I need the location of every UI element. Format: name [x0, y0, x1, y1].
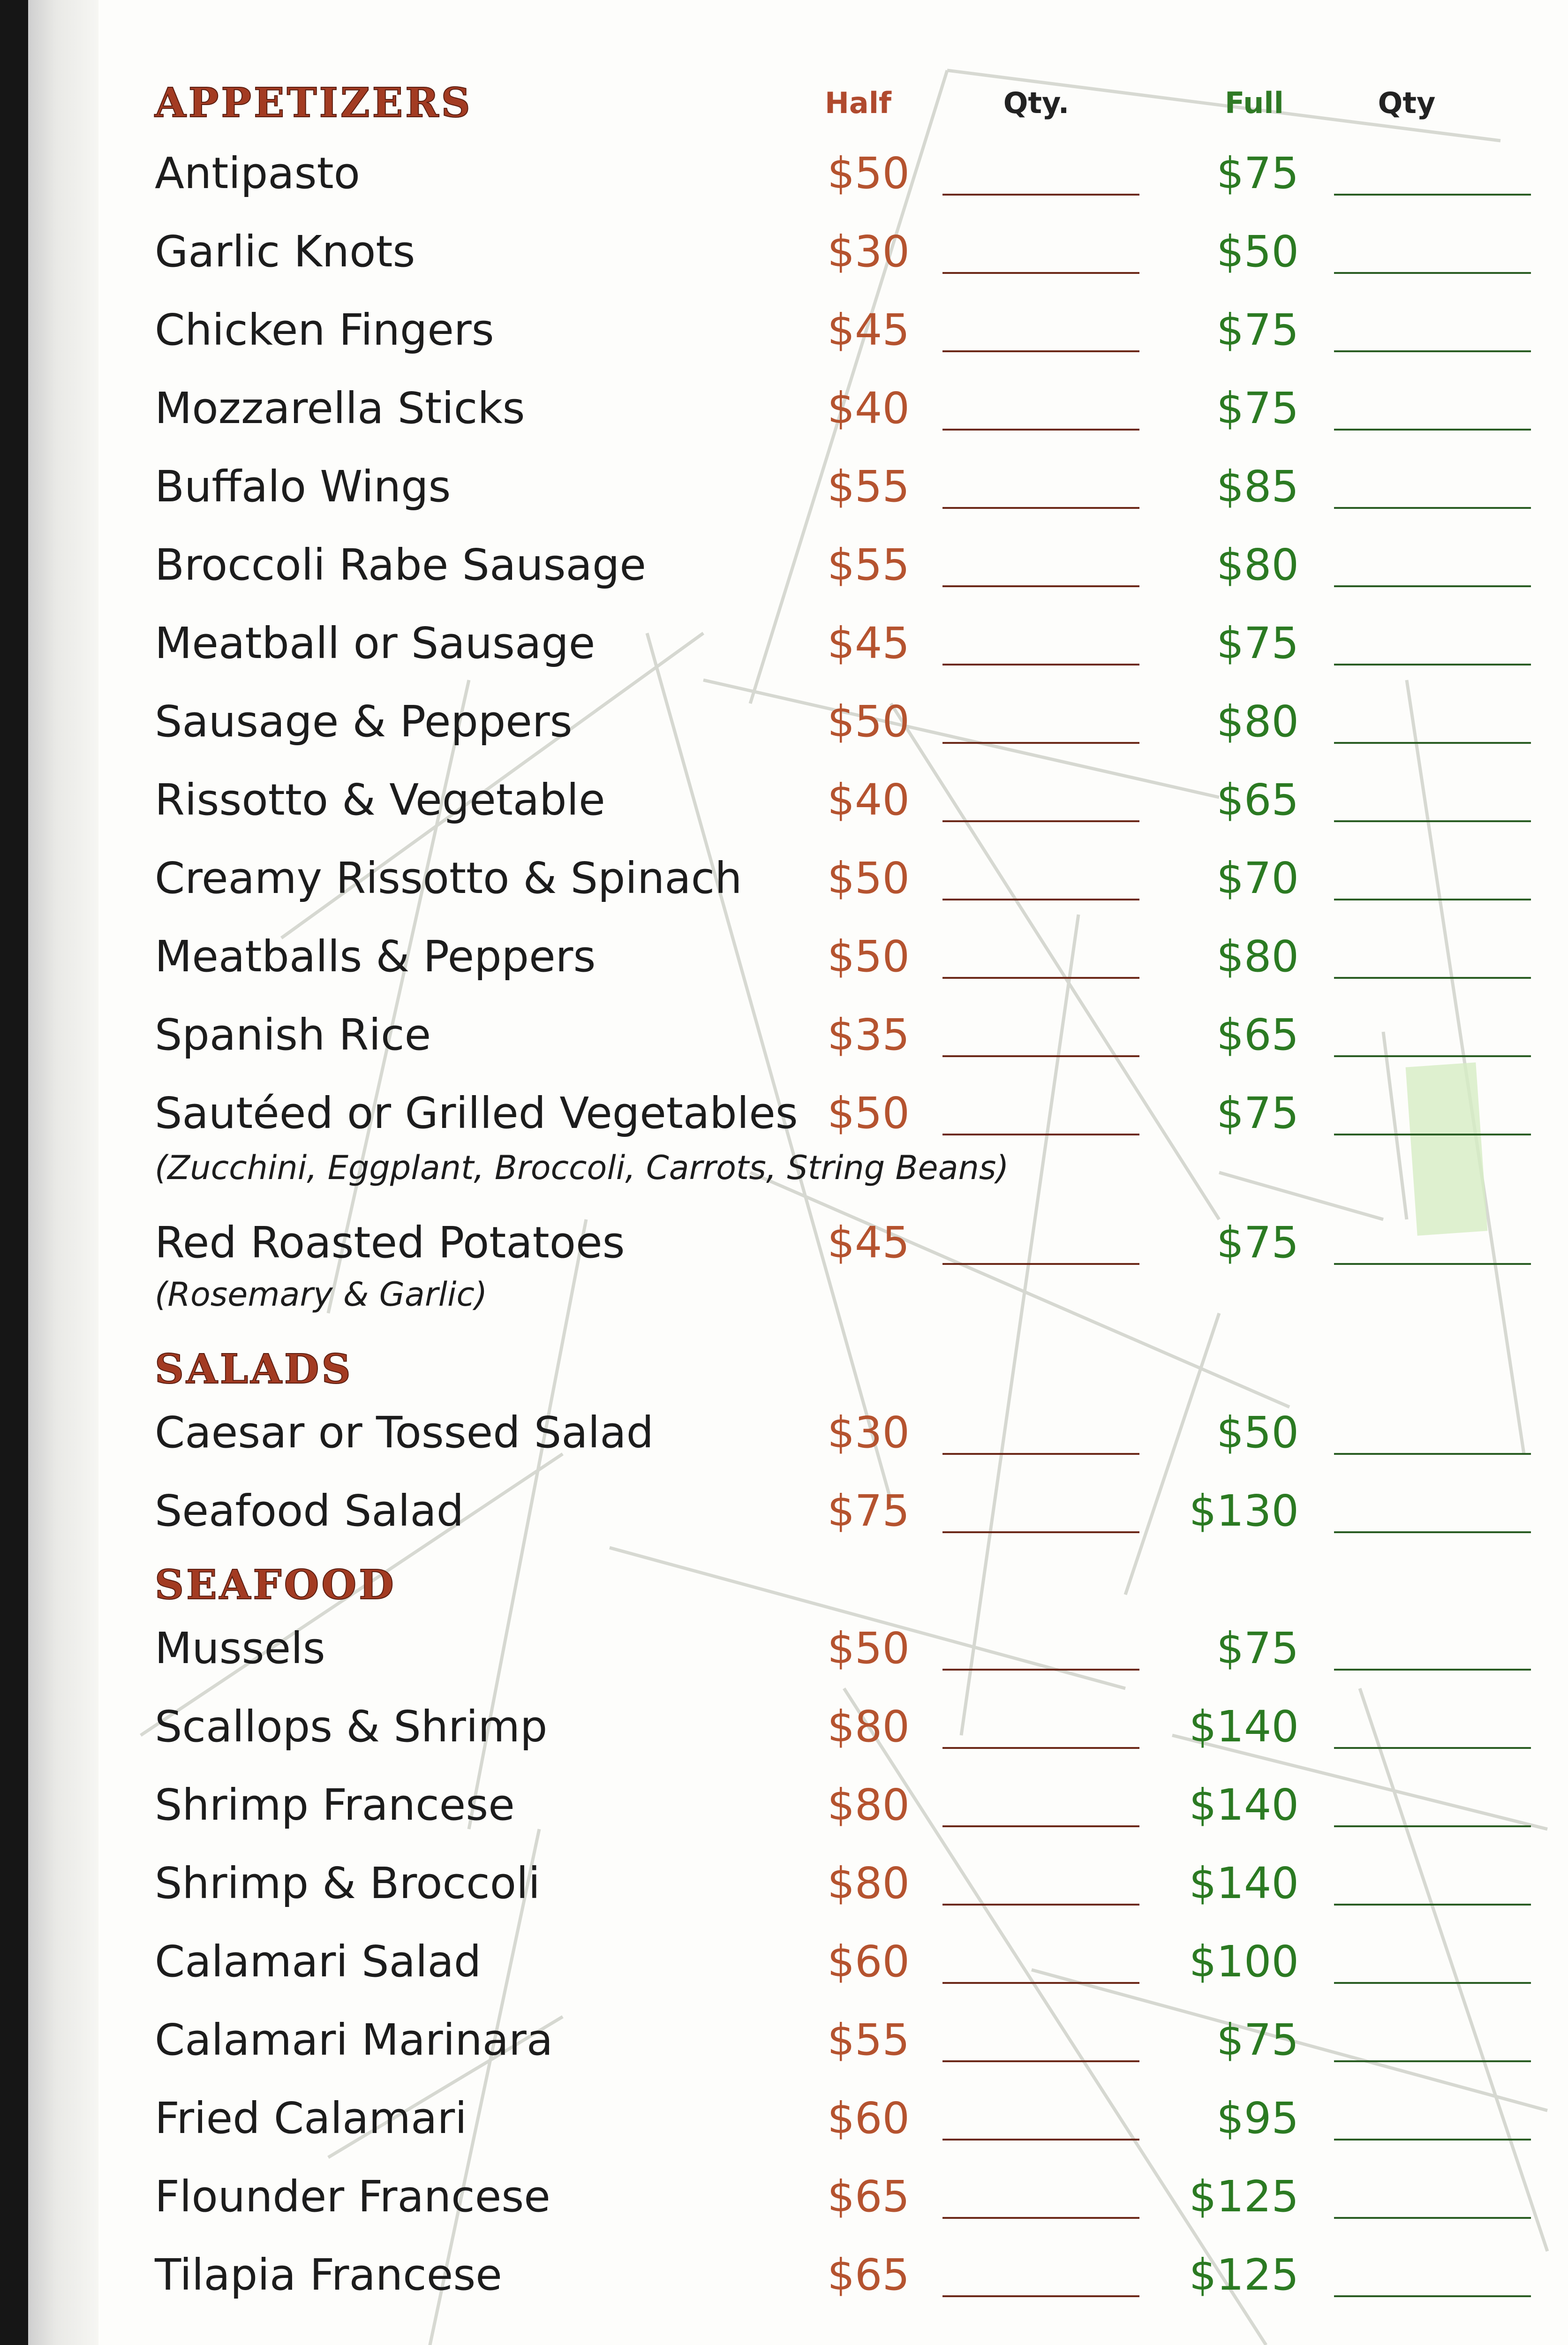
- half-price: $60: [827, 1937, 910, 1987]
- full-price: $130: [1189, 1486, 1299, 1536]
- half-price: $35: [827, 1010, 910, 1060]
- item-name: Fried Calamari: [155, 2093, 467, 2143]
- qty-half-line[interactable]: [942, 1982, 1139, 1984]
- half-price: $40: [827, 775, 910, 825]
- qty-full-line[interactable]: [1334, 1825, 1531, 1827]
- menu-row: [0, 138, 1568, 209]
- full-price: $80: [1216, 696, 1299, 747]
- qty-full-line[interactable]: [1334, 272, 1531, 274]
- half-price: $30: [827, 1407, 910, 1458]
- menu-row: [0, 765, 1568, 835]
- menu-row: [0, 1078, 1568, 1149]
- section-title-appetizers: APPETIZERS: [155, 79, 473, 127]
- full-price: $80: [1216, 931, 1299, 982]
- qty-half-line[interactable]: [942, 742, 1139, 744]
- qty-half-line[interactable]: [942, 1904, 1139, 1906]
- column-header-half: Half: [825, 86, 891, 120]
- half-price: $65: [827, 2171, 910, 2222]
- qty-half-line[interactable]: [942, 350, 1139, 352]
- item-name: Rissotto & Vegetable: [155, 775, 605, 825]
- menu-row: [0, 608, 1568, 679]
- section-header-seafood: [0, 1557, 1568, 1613]
- half-price: $30: [827, 227, 910, 277]
- full-price: $80: [1216, 540, 1299, 590]
- full-price: $95: [1216, 2093, 1299, 2143]
- qty-full-line[interactable]: [1334, 585, 1531, 587]
- menu-row: [0, 2005, 1568, 2075]
- menu-row: [0, 1000, 1568, 1070]
- qty-half-line[interactable]: [942, 1055, 1139, 1057]
- column-header-full: Full: [1225, 86, 1284, 120]
- qty-full-line[interactable]: [1334, 1263, 1531, 1265]
- qty-half-line[interactable]: [942, 664, 1139, 666]
- item-name: Meatball or Sausage: [155, 618, 596, 668]
- full-price: $50: [1216, 227, 1299, 277]
- half-price: $45: [827, 618, 910, 668]
- full-price: $50: [1216, 1407, 1299, 1458]
- item-name: Chicken Fingers: [155, 305, 494, 355]
- column-header-qty-half: Qty.: [1003, 86, 1070, 120]
- qty-half-line[interactable]: [942, 272, 1139, 274]
- full-price: $75: [1216, 148, 1299, 198]
- half-price: $50: [827, 1623, 910, 1673]
- section-title-salads: SALADS: [155, 1346, 353, 1393]
- item-name: Seafood Salad: [155, 1486, 464, 1536]
- item-name: Shrimp & Broccoli: [155, 1858, 541, 1908]
- menu-row: [0, 2240, 1568, 2310]
- qty-full-line[interactable]: [1334, 1134, 1531, 1135]
- item-name: Broccoli Rabe Sausage: [155, 540, 646, 590]
- item-name: Tilapia Francese: [155, 2250, 502, 2300]
- column-header-row: [0, 75, 1568, 131]
- full-price: $70: [1216, 853, 1299, 903]
- menu-row: [0, 1398, 1568, 1468]
- qty-full-line[interactable]: [1334, 1982, 1531, 1984]
- qty-half-line[interactable]: [942, 2060, 1139, 2062]
- half-price: $80: [827, 1858, 910, 1908]
- qty-half-line[interactable]: [942, 820, 1139, 822]
- full-price: $85: [1216, 461, 1299, 512]
- item-name: Sausage & Peppers: [155, 696, 573, 747]
- half-price: $50: [827, 696, 910, 747]
- qty-half-line[interactable]: [942, 507, 1139, 509]
- qty-half-line[interactable]: [942, 2139, 1139, 2141]
- menu-row: [0, 530, 1568, 600]
- item-name: Spanish Rice: [155, 1010, 431, 1060]
- menu-row: [0, 1692, 1568, 1762]
- qty-full-line[interactable]: [1334, 1669, 1531, 1671]
- qty-full-line[interactable]: [1334, 194, 1531, 196]
- item-note: (Rosemary & Garlic): [155, 1275, 488, 1314]
- item-name: Shrimp Francese: [155, 1780, 515, 1830]
- item-name: Buffalo Wings: [155, 461, 451, 512]
- item-note: (Zucchini, Eggplant, Broccoli, Carrots, String Beans): [155, 1149, 1009, 1187]
- menu-row: [0, 1613, 1568, 1684]
- half-price: $60: [827, 2093, 910, 2143]
- qty-half-line[interactable]: [942, 1669, 1139, 1671]
- menu-row: [0, 1476, 1568, 1546]
- section-header-salads: [0, 1341, 1568, 1398]
- full-price: $75: [1216, 305, 1299, 355]
- half-price: $45: [827, 1218, 910, 1268]
- menu-row: [0, 373, 1568, 444]
- item-name: Calamari Salad: [155, 1937, 482, 1987]
- half-price: $50: [827, 148, 910, 198]
- qty-full-line[interactable]: [1334, 820, 1531, 822]
- qty-full-line[interactable]: [1334, 1904, 1531, 1906]
- full-price: $140: [1189, 1780, 1299, 1830]
- half-price: $40: [827, 383, 910, 433]
- half-price: $75: [827, 1486, 910, 1536]
- column-header-qty-full: Qty: [1378, 86, 1436, 120]
- qty-half-line[interactable]: [942, 1531, 1139, 1533]
- item-name: Garlic Knots: [155, 227, 415, 277]
- menu-row: [0, 2162, 1568, 2232]
- qty-half-line[interactable]: [942, 194, 1139, 196]
- full-price: $140: [1189, 1702, 1299, 1752]
- full-price: $75: [1216, 1218, 1299, 1268]
- qty-full-line[interactable]: [1334, 350, 1531, 352]
- qty-full-line[interactable]: [1334, 2060, 1531, 2062]
- menu-row: [0, 1770, 1568, 1840]
- menu-row: [0, 295, 1568, 365]
- qty-full-line[interactable]: [1334, 1531, 1531, 1533]
- qty-half-line[interactable]: [942, 1263, 1139, 1265]
- item-name: Calamari Marinara: [155, 2015, 553, 2065]
- item-name: Flounder Francese: [155, 2171, 550, 2222]
- half-price: $50: [827, 1088, 910, 1138]
- qty-full-line[interactable]: [1334, 2217, 1531, 2219]
- item-name: Mussels: [155, 1623, 325, 1673]
- full-price: $75: [1216, 618, 1299, 668]
- menu-row: [0, 843, 1568, 914]
- full-price: $125: [1189, 2250, 1299, 2300]
- qty-half-line[interactable]: [942, 2295, 1139, 2297]
- menu-row: [0, 452, 1568, 522]
- qty-half-line[interactable]: [942, 2217, 1139, 2219]
- qty-full-line[interactable]: [1334, 977, 1531, 979]
- item-name: Mozzarella Sticks: [155, 383, 525, 433]
- full-price: $75: [1216, 2015, 1299, 2065]
- menu-row: [0, 687, 1568, 757]
- qty-full-line[interactable]: [1334, 1453, 1531, 1455]
- half-price: $65: [827, 2250, 910, 2300]
- full-price: $125: [1189, 2171, 1299, 2222]
- half-price: $50: [827, 853, 910, 903]
- qty-half-line[interactable]: [942, 585, 1139, 587]
- qty-full-line[interactable]: [1334, 429, 1531, 431]
- qty-full-line[interactable]: [1334, 1747, 1531, 1749]
- half-price: $80: [827, 1702, 910, 1752]
- half-price: $80: [827, 1780, 910, 1830]
- menu-row: [0, 922, 1568, 992]
- menu-row: [0, 1848, 1568, 1919]
- item-name: Red Roasted Potatoes: [155, 1218, 625, 1268]
- full-price: $140: [1189, 1858, 1299, 1908]
- item-name: Meatballs & Peppers: [155, 931, 596, 982]
- full-price: $75: [1216, 1088, 1299, 1138]
- qty-half-line[interactable]: [942, 899, 1139, 900]
- menu-row: [0, 2083, 1568, 2154]
- full-price: $65: [1216, 775, 1299, 825]
- item-name: Sautéed or Grilled Vegetables: [155, 1088, 798, 1138]
- half-price: $50: [827, 931, 910, 982]
- menu-row: [0, 217, 1568, 287]
- qty-half-line[interactable]: [942, 1747, 1139, 1749]
- qty-half-line[interactable]: [942, 1825, 1139, 1827]
- item-name: Creamy Rissotto & Spinach: [155, 853, 742, 903]
- full-price: $75: [1216, 383, 1299, 433]
- qty-full-line[interactable]: [1334, 664, 1531, 666]
- section-title-seafood: SEAFOOD: [155, 1561, 396, 1609]
- full-price: $65: [1216, 1010, 1299, 1060]
- item-name: Antipasto: [155, 148, 360, 198]
- qty-full-line[interactable]: [1334, 507, 1531, 509]
- qty-half-line[interactable]: [942, 977, 1139, 979]
- qty-half-line[interactable]: [942, 1453, 1139, 1455]
- qty-full-line[interactable]: [1334, 2295, 1531, 2297]
- half-price: $45: [827, 305, 910, 355]
- full-price: $100: [1189, 1937, 1299, 1987]
- qty-half-line[interactable]: [942, 429, 1139, 431]
- full-price: $75: [1216, 1623, 1299, 1673]
- qty-half-line[interactable]: [942, 1134, 1139, 1135]
- qty-full-line[interactable]: [1334, 742, 1531, 744]
- item-name: Caesar or Tossed Salad: [155, 1407, 654, 1458]
- half-price: $55: [827, 2015, 910, 2065]
- qty-full-line[interactable]: [1334, 899, 1531, 900]
- item-name: Scallops & Shrimp: [155, 1702, 548, 1752]
- qty-full-line[interactable]: [1334, 2139, 1531, 2141]
- qty-full-line[interactable]: [1334, 1055, 1531, 1057]
- menu-row: [0, 1208, 1568, 1278]
- menu-row: [0, 1927, 1568, 1997]
- half-price: $55: [827, 540, 910, 590]
- half-price: $55: [827, 461, 910, 512]
